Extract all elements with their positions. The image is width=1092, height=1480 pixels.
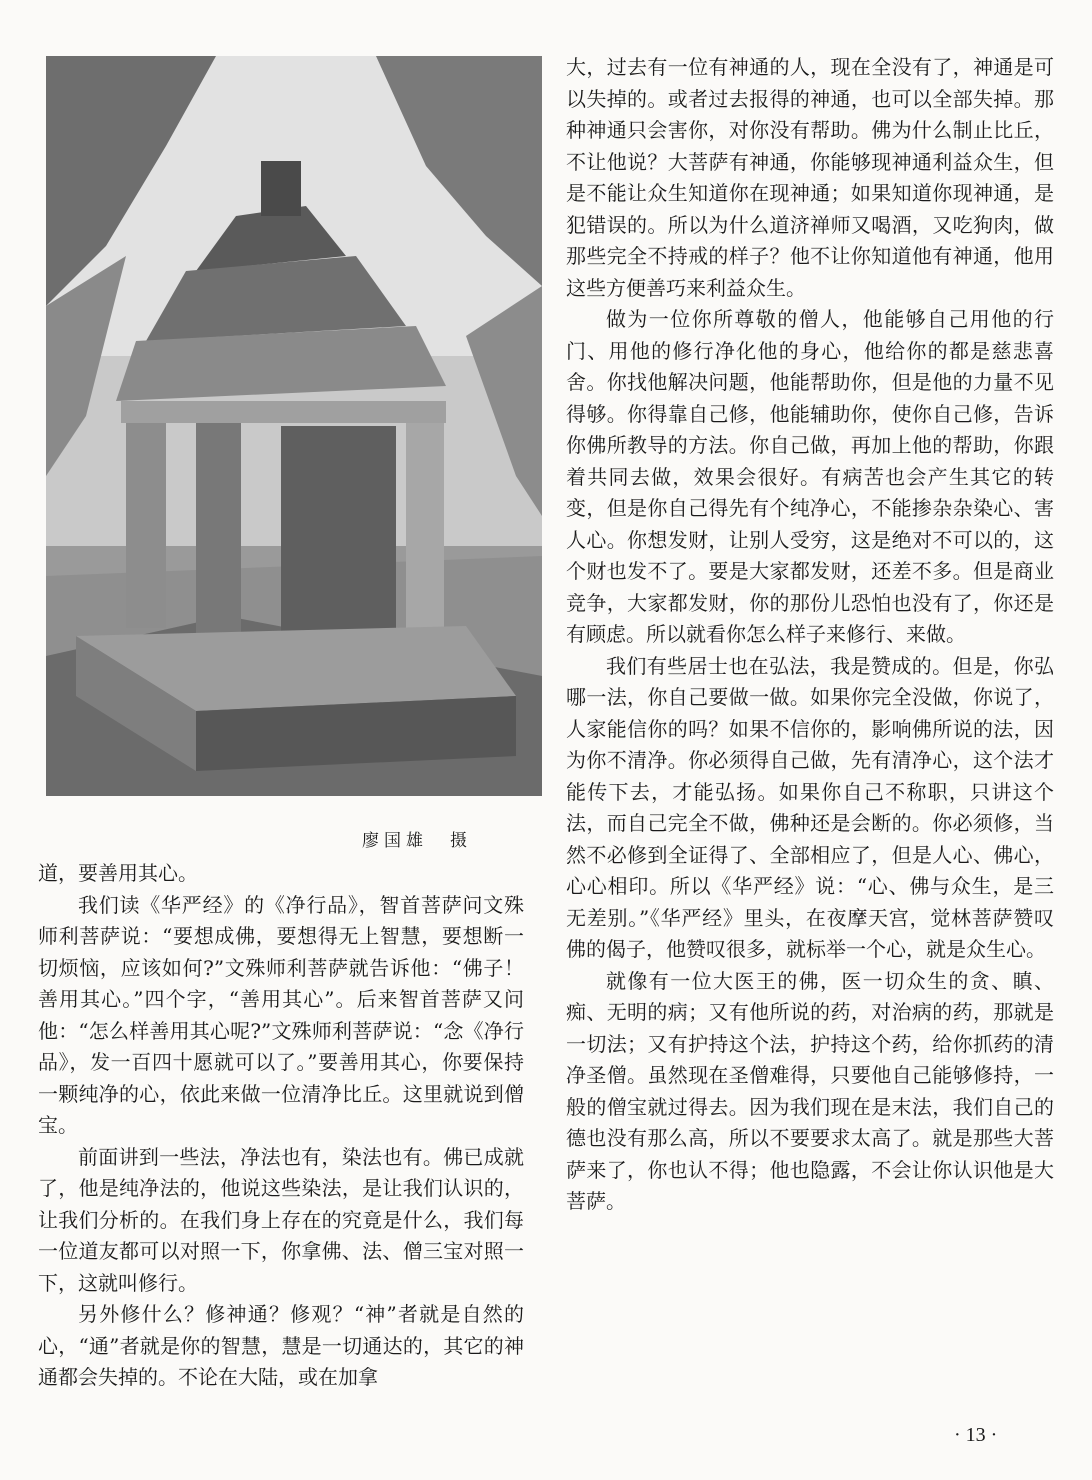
page-number: · 13 ·: [954, 1424, 998, 1446]
paragraph: 我们有些居士也在弘法，我是赞成的。但是，你弘哪一法，你自己要做一做。如果你完全没做，你说了，人家能信你的吗？如果不信你的，影响佛所说的法，因为你不清净。你必须得自己做，先有清净心，这个法才能传下去，才能弘扬。如果你自己不称职，只讲这个法，而自己完全不做，佛种还是会断的。你必须修，当然不必修到全证得了、全部相应了，但是人心、佛心，心心相印。所以《华严经》说：“心、佛与众生，是三无差别。”《华严经》里头，在夜摩天宫，觉林菩萨赞叹佛的偈子，他赞叹很多，就标举一个心，就是众生心。: [566, 653, 1054, 961]
paragraph: 道，要善用其心。: [38, 861, 198, 885]
pagoda-photo: [46, 56, 542, 796]
left-text-column: [38, 858, 524, 1394]
paragraph: 前面讲到一些法，净法也有，染法也有。佛已成就了，他是纯净法的，他说这些染法，是让我们认识的，让我们分析的。在我们身上存在的究竟是什么，我们每一位道友都可以对照一下，你拿佛、法、僧三宝对照一下，这就叫修行。: [38, 1144, 524, 1295]
paragraph: 做为一位你所尊敬的僧人，他能够自己用他的行门、用他的修行净化他的身心，他给你的都是慈悲喜舍。你找他解决问题，他能帮助你，但是他的力量不见得够。你得靠自己修，他能辅助你，使你自己修，告诉你佛所教导的方法。你自己做，再加上他的帮助，你跟着共同去做，效果会很好。有病苦也会产生其它的转变，但是你自己得先有个纯净心，不能掺杂杂染心、害人心。你想发财，让别人受穷，这是绝对不可以的，这个财也发不了。要是大家都发财，还差不多。但是商业竞争，大家都发财，你的那份儿恐怕也没有了，你还是有顾虑。所以就看你怎么样子来修行、来做。: [566, 307, 1054, 646]
photo-caption: 廖国雄 摄: [362, 831, 472, 851]
paragraph: 大，过去有一位有神通的人，现在全没有了，神通是可以失掉的。或者过去报得的神通，也可以全部失掉。那种神通只会害你，对你没有帮助。佛为什么制止比丘，不让他说？大菩萨有神通，你能够现神通利益众生，但是不能让众生知道你在现神通；如果知道你现神通，是犯错误的。所以为什么道济禅师又喝酒，又吃狗肉，做那些完全不持戒的样子？他不让你知道他有神通，他用这些方便善巧来利益众生。: [566, 55, 1054, 300]
paragraph: 就像有一位大医王的佛，医一切众生的贪、瞋、痴、无明的病；又有他所说的药，对治病的药，那就是一切法；又有护持这个法，护持这个药，给你抓药的清净圣僧。虽然现在圣僧难得，只要他自己能够修持，一般的僧宝就过得去。因为我们现在是末法，我们自己的德也没有那么高，所以不要要求太高了。就是那些大菩萨来了，你也认不得；他也隐露，不会让你认识他是大菩萨。: [566, 968, 1054, 1213]
pagoda-illustration: [46, 56, 542, 796]
right-text-column: [566, 52, 1054, 1218]
paragraph: 我们读《华严经》的《净行品》，智首菩萨问文殊师利菩萨说：“要想成佛，要想得无上智慧，要想断一切烦恼，应该如何?”文殊师利菩萨就告诉他：“佛子！善用其心。”四个字，“善用其心”。后来智首菩萨又问他：“怎么样善用其心呢?”文殊师利菩萨说：“念《净行品》，发一百四十愿就可以了。”要善用其心，你要保持一颗纯净的心，依此来做一位清净比丘。这里就说到僧宝。: [38, 892, 524, 1137]
paragraph: 另外修什么？修神通？修观？“神”者就是自然的心，“通”者就是你的智慧，慧是一切通达的，其它的神通都会失掉的。不论在大陆，或在加拿: [38, 1302, 524, 1389]
